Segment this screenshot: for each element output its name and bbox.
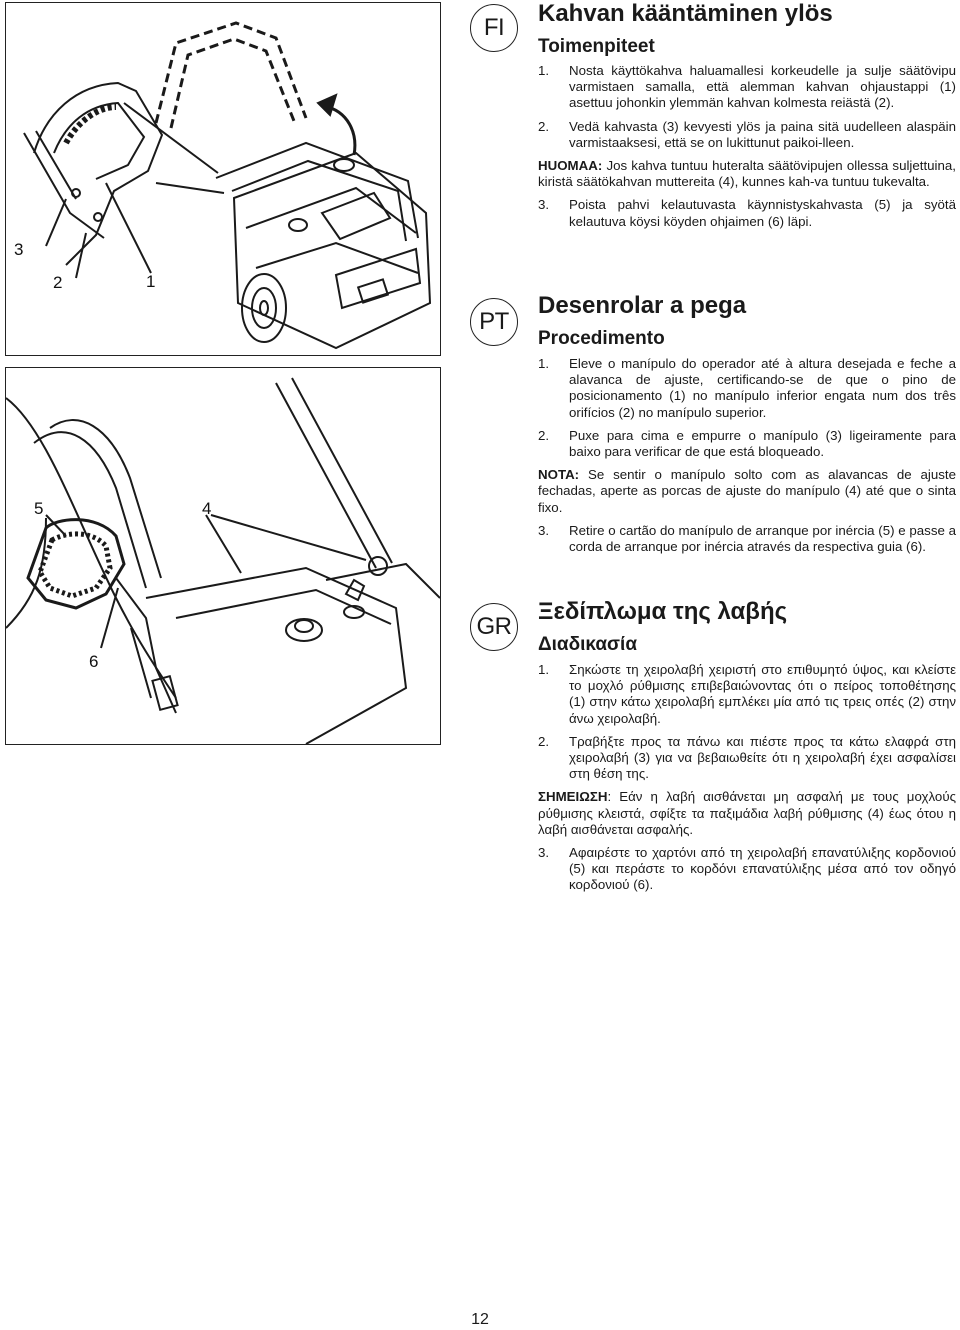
step-2: [538, 428, 956, 460]
section-subtitle: Toimenpiteet: [538, 36, 655, 57]
snowblower-handle-illustration: [6, 3, 440, 355]
note-text: Se sentir o manípulo solto com as alavancas de ajuste fechadas, aperte as porcas de ajuste do manípulo (4) até que o sinta fixo.: [538, 467, 956, 515]
note-text: : Εάν η λαβή αισθάνεται μη ασφαλή με τους μοχλούς ρύθμισης κλειστά, σφίξτε τα παξιμάδια λαβή ρύθμισης (4) έως ότου η λαβή αισθάνεται ασφαλής.: [538, 789, 956, 837]
section-subtitle: Procedimento: [538, 328, 665, 349]
step-number: 2.: [538, 118, 550, 134]
step-number: 1.: [538, 356, 550, 371]
step-number: 3.: [538, 845, 550, 861]
note: [538, 467, 956, 516]
note-label: NOTA:: [538, 467, 580, 483]
note: [538, 789, 956, 838]
section-gr: [538, 598, 956, 894]
step-2: [538, 119, 956, 151]
section-title: Kahvan kääntäminen ylös: [538, 0, 833, 27]
step-number: 1.: [538, 63, 550, 78]
section-title: Ξεδίπλωμα της λαβής: [538, 598, 788, 625]
step-text: Αφαιρέστε το χαρτόνι από τη χειρολαβή επανατύλιξης κορδονιού (5) και περάστε το κορδόνι επανατύλιξης μέσα από τον οδηγό κορδονιού (6).: [569, 845, 956, 893]
step-1: [538, 356, 956, 421]
step-number: 3.: [538, 522, 550, 538]
step-number: 2.: [538, 733, 550, 749]
section-pt: [538, 292, 956, 555]
note-label: ΣΗΜΕΙΩΣΗ: [538, 789, 608, 805]
callout-5: 5: [34, 499, 44, 518]
note-text: Jos kahva tuntuu huteralta säätövipujen ollessa suljettuina, kiristä säätökahvan muttereita (4), kunnes kah-va tuntuu tukevalta.: [538, 158, 956, 190]
step-2: [538, 734, 956, 783]
callout-2: 2: [53, 273, 63, 292]
callout-6: 6: [89, 652, 99, 671]
step-text: Puxe para cima e empurre o manípulo (3) ligeiramente para baixo para verificar de que está bloqueado.: [569, 427, 956, 460]
callout-4: 4: [202, 499, 212, 518]
language-badge-pt: PT: [470, 298, 518, 346]
step-number: 2.: [538, 427, 550, 443]
callout-3: 3: [14, 240, 24, 259]
step-3: [538, 197, 956, 229]
step-number: 3.: [538, 197, 550, 213]
language-badge-fi: FI: [470, 4, 518, 52]
page-number: 12: [471, 1311, 489, 1328]
callout-1: 1: [146, 272, 156, 291]
note-label: HUOMAA:: [538, 158, 603, 174]
figure-handle-raise-overview: [5, 2, 441, 356]
step-text: Τραβήξτε προς τα πάνω και πιέστε προς τα κάτω ελαφρά στη χειρολαβή (3) για να βεβαιωθείτε ότι η χειρολαβή έχει ασφαλίσει στη θέση της.: [569, 733, 956, 782]
language-badge-gr: GR: [470, 603, 518, 651]
step-number: 1.: [538, 662, 550, 677]
step-1: [538, 63, 956, 112]
step-1: [538, 662, 956, 727]
section-fi: [538, 0, 956, 230]
note: [538, 158, 956, 190]
step-3: [538, 523, 956, 555]
figure-handle-detail: [5, 367, 441, 745]
step-text: Σηκώστε τη χειρολαβή χειριστή στο επιθυμητό ύψος, και κλείστε το μοχλό ρύθμισης επιβεβαιώνοντας ότι ο πείρος τοποθέτησης (1) στην κάτω χειρολαβή εμπλέκει μία από τις τρεις οπές (2) στην άνω χειρολαβή.: [569, 662, 956, 726]
step-text: Poista pahvi kelautuvasta käynnistyskahvasta (5) ja syötä kelautuva köysi köyden ohjaimen (6) läpi.: [569, 197, 956, 229]
section-title: Desenrolar a pega: [538, 292, 747, 319]
step-text: Nosta käyttökahva haluamallesi korkeudelle ja sulje säätövipu varmistaen samalla, että alemman kahvan ohjaustappi (1) asettuu johonkin ylemmän kahvan kolmesta reiästä (2).: [569, 63, 956, 111]
step-text: Vedä kahvasta (3) kevyesti ylös ja paina sitä uudelleen alaspäin varmistaaksesi, että se on lukittunut paikoi-lleen.: [569, 118, 956, 150]
step-3: [538, 845, 956, 894]
step-text: Retire o cartão do manípulo de arranque por inércia (5) e passe a corda de arranque por inércia através da respectiva guia (6).: [569, 522, 956, 555]
section-subtitle: Διαδικασία: [538, 634, 638, 655]
step-text: Eleve o manípulo do operador até à altura desejada e feche a alavanca de ajuste, certificando-se de que o pino de posicionamento (1) no manípulo inferior engata num dos três orifícios (2) no manípulo superior.: [569, 356, 956, 420]
recoil-handle-illustration: [6, 368, 440, 744]
